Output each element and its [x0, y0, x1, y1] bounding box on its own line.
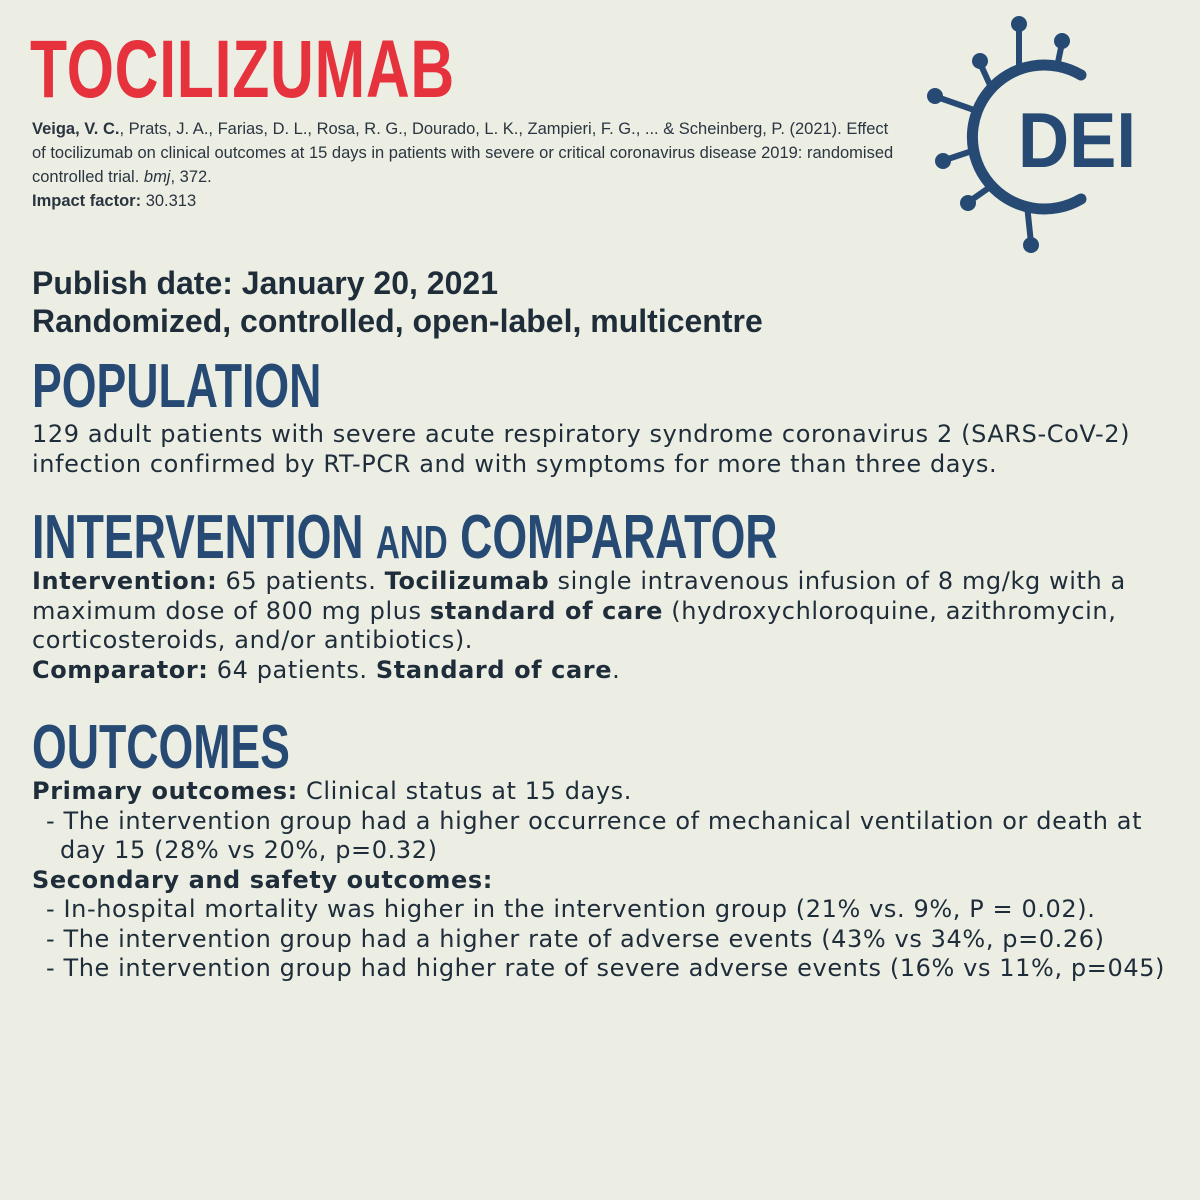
outcomes-heading: OUTCOMES: [32, 713, 290, 782]
citation-volume: , 372.: [170, 168, 212, 186]
primary-label: Primary outcomes:: [32, 777, 298, 805]
citation-lead-author: Veiga, V. C.: [32, 120, 120, 138]
publish-date: Publish date: January 20, 2021: [32, 265, 498, 301]
intervention-drug: Tocilizumab: [384, 567, 550, 595]
secondary-bullet: - The intervention group had higher rate of severe adverse events (16% vs 11%, p=045): [46, 954, 1166, 982]
secondary-bullet: - In-hospital mortality was higher in the intervention group (21% vs. 9%, P = 0.02).: [46, 895, 1096, 923]
impact-factor-label: Impact factor:: [32, 192, 142, 210]
intervention-soc: standard of care: [429, 596, 664, 625]
intervention-heading-and: AND: [375, 516, 448, 568]
logo-text: DEI: [1018, 96, 1136, 184]
comparator-soc: Standard of care: [375, 655, 613, 684]
intervention-soc-desc: (hydroxychloroquine, azithromycin, corticosteroids, and/or antibiotics).: [32, 596, 1117, 654]
study-design: Randomized, controlled, open-label, multicentre: [32, 303, 763, 339]
secondary-label: Secondary and safety outcomes:: [32, 865, 493, 894]
primary-text: Clinical status at 15 days.: [297, 777, 632, 805]
outcomes-block: [32, 777, 1182, 984]
intervention-desc: single intravenous infusion of 8 mg/kg with a maximum dose of 800 mg plus: [32, 567, 1126, 625]
intervention-label: Intervention:: [32, 567, 218, 595]
intervention-heading-c: COMPARATOR: [447, 503, 778, 572]
citation-journal: bmj: [143, 168, 171, 186]
intervention-heading: [32, 503, 778, 577]
citation: [32, 117, 902, 213]
intervention-count: 65 patients.: [217, 567, 385, 595]
intervention-heading-a: INTERVENTION: [32, 503, 376, 572]
citation-authors: , Prats, J. A., Farias, D. L., Rosa, R. G., Dourado, L. K., Zampieri, F. G., ... & Scheinberg, P. (2021). Effect of tocilizumab on clinical outcomes at 15 days in patients with severe or critical coronavirus disease 2019: randomised controlled trial.: [32, 120, 894, 186]
intervention-block: [32, 567, 1182, 685]
primary-bullet: - The intervention group had a higher occurrence of mechanical ventilation or death at day 15 (28% vs 20%, p=0.32): [46, 806, 1143, 864]
comparator-end: .: [612, 655, 621, 684]
impact-factor-value: 30.313: [141, 192, 197, 210]
comparator-paragraph: [32, 656, 1182, 686]
secondary-outcomes: [32, 866, 1182, 896]
study-meta: [32, 264, 763, 340]
primary-outcomes: [32, 777, 1182, 807]
virus-icon: [925, 15, 1175, 255]
population-heading: POPULATION: [32, 352, 322, 421]
population-text: 129 adult patients with severe acute respiratory syndrome coronavirus 2 (SARS-CoV-2) infection confirmed by RT-PCR and with symptoms for more than three days.: [32, 420, 1131, 478]
comparator-count: 64 patients.: [208, 655, 376, 684]
secondary-bullet: - The intervention group had a higher rate of adverse events (43% vs 34%, p=0.26): [46, 924, 1105, 953]
comparator-label: Comparator:: [32, 655, 209, 684]
intervention-paragraph: [32, 567, 1182, 656]
dei-logo: [925, 15, 1175, 255]
page-title: TOCILIZUMAB: [30, 24, 455, 115]
